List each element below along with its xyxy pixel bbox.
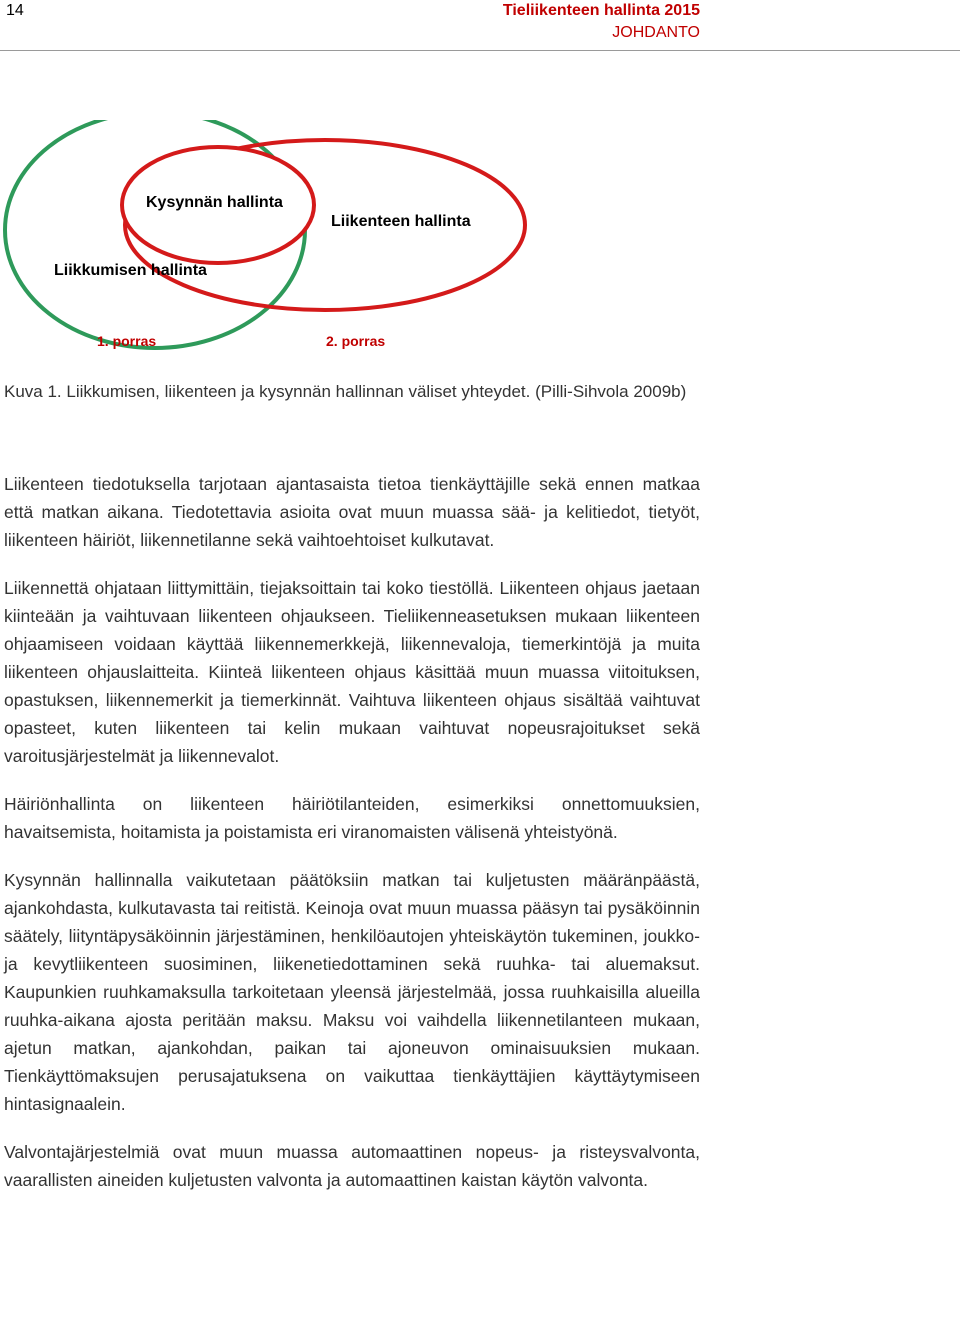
section-name: JOHDANTO (612, 24, 700, 41)
traffic-label: Liikenteen hallinta (331, 213, 471, 230)
body-text (4, 470, 700, 1214)
mobility-label: Liikkumisen hallinta (54, 262, 207, 279)
paragraph: Liikennettä ohjataan liittymittäin, tiejaksoittain tai koko tiestöllä. Liikenteen ohjaus jaetaan kiinteään ja vaihtuvaan liikenteen ohjaukseen. Tieliikenneasetuksen mukaan liikenteen ohjaamiseen voidaan käyttää liikennemerkkejä, liikennevaloja, tiemerkintöjä ja muita liikenteen ohjauslaitteita. Kiinteä liikenteen ohjaus käsittää muun muassa viitoituksen, opastuksen, liikennemerkit ja tiemerkinnät. Vaihtuva liikenteen ohjaus sisältää vaihtuvat opasteet, kuten liikenteen tai kelin mukaan vaihtuvat nopeusrajoitukset sekä varoitusjärjestelmät ja liikennevalot. (4, 578, 700, 766)
figure-caption: Kuva 1. Liikkumisen, liikenteen ja kysynnän hallinnan väliset yhteydet. (Pilli-Sihvola 2009b) (4, 382, 687, 401)
demand-label: Kysynnän hallinta (146, 194, 283, 211)
venn-diagram (0, 120, 720, 360)
header-divider (0, 50, 960, 51)
paragraph: Kysynnän hallinnalla vaikutetaan päätöksiin matkan tai kuljetusten määränpäästä, ajankohdasta, kulkutavasta tai reitistä. Keinoja ovat muun muassa pääsyn tai pysäköinnin säätely, liityntäpysäköinnin järjestäminen, henkilöautojen yhteiskäytön tukeminen, joukko- ja kevytliikenteen suosiminen, liikenetiedottaminen sekä ruuhka- tai aluemaksut. Kaupunkien ruuhkamaksulla tarkoitetaan yleensä järjestelmää, jossa ruuhkaisilla alueilla ruuhka-aikana ajosta peritään maksu. Maksu voi vaihdella liikennetilanteen mukaan, ajetun matkan, ajankohdan, paikan tai ajoneuvon ominaisuuksien mukaan. Tienkäyttömaksujen perusajatuksena on vaikuttaa tienkäyttäjien käyttäytymiseen hintasignaalein. (4, 870, 700, 1114)
page-number: 14 (6, 2, 24, 19)
document-title: Tieliikenteen hallinta 2015 (502, 2, 700, 19)
step-2-label: 2. porras (326, 333, 386, 349)
paragraph: Valvontajärjestelmiä ovat muun muassa automaattinen nopeus- ja risteysvalvonta, vaarallisten aineiden kuljetusten valvonta ja automaattinen kaistan käytön valvonta. (4, 1142, 700, 1190)
step-1-label: 1. porras (97, 333, 157, 349)
venn-figure (0, 120, 720, 360)
page-header (0, 0, 960, 52)
paragraph: Liikenteen tiedotuksella tarjotaan ajantasaista tietoa tienkäyttäjille sekä ennen matkaa että matkan aikana. Tiedotettavia asioita ovat muun muassa sää- ja kelitiedot, tietyöt, liikenteen häiriöt, liikennetilanne sekä vaihtoehtoiset kulkutavat. (4, 474, 700, 550)
paragraph: Häiriönhallinta on liikenteen häiriötilanteiden, esimerkiksi onnettomuuksien, havaitsemista, hoitamista ja poistamista eri viranomaisten välisenä yhteistyönä. (4, 794, 700, 842)
